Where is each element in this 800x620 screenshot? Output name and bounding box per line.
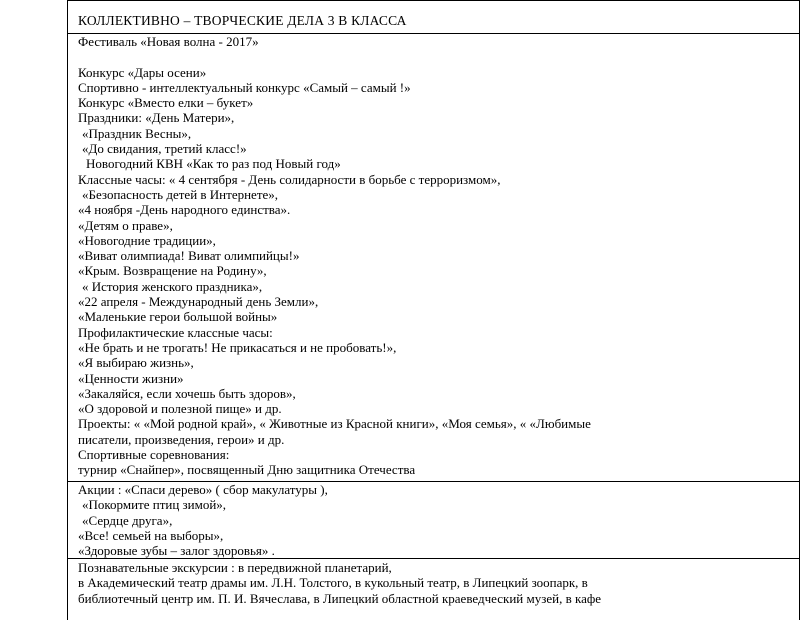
text-line: «Все! семьей на выборы», <box>78 527 224 543</box>
text-line: «Праздник Весны», <box>82 125 192 141</box>
text-line <box>78 49 792 64</box>
text-line: турнир «Снайпер», посвященный Дню защитника Отечества <box>78 462 416 478</box>
text-line: Новогодний КВН «Как то раз под Новый год» <box>86 156 341 172</box>
text-line: Конкурс «Вместо елки – букет» <box>78 95 254 111</box>
text-line: «Ценности жизни» <box>78 370 184 386</box>
text-line: «До свидания, третий класс!» <box>82 141 247 157</box>
text-line: Проекты: « «Мой родной край», « Животные из Красной книги», «Моя семья», « «Любимые <box>78 416 591 432</box>
text-line: Классные часы: « 4 сентября - День солидарности в борьбе с терроризмом», <box>78 171 501 187</box>
text-line: Праздники: «День Матери», <box>78 110 235 126</box>
section-actions <box>78 482 792 558</box>
document-heading: КОЛЛЕКТИВНО – ТВОРЧЕСКИЕ ДЕЛА 3 В КЛАССА <box>78 13 407 28</box>
text-line: «Виват олимпиада! Виват олимпийцы!» <box>78 248 300 264</box>
text-line: «Крым. Возвращение на Родину», <box>78 263 267 279</box>
text-line: библиотечный центр им. П. И. Вячеслава, в Липецкий областной краеведческий музей, в кафе <box>78 590 602 606</box>
table-top-border <box>67 0 800 1</box>
text-line: писатели, произведения, герои» и др. <box>78 431 285 447</box>
text-line: «Детям о праве», <box>78 217 173 233</box>
text-line: Конкурс «Дары осени» <box>78 64 207 80</box>
text-line: «Покормите птиц зимой», <box>82 497 227 513</box>
text-line: « История женского праздника», <box>82 278 263 294</box>
section-planned-events <box>78 34 792 478</box>
text-line: «Безопасность детей в Интернете», <box>82 186 279 202</box>
text-line: «4 ноября -День народного единства». <box>78 202 291 218</box>
text-line: «Маленькие герои большой войны» <box>78 309 278 325</box>
text-line: в Академический театр драмы им. Л.Н. Толстого, в кукольный театр, в Липецкий зоопарк, в <box>78 575 588 591</box>
table-row-divider <box>67 558 800 559</box>
section-excursions <box>78 560 792 606</box>
text-line: «О здоровой и полезной пище» и др. <box>78 401 282 417</box>
text-line: «22 апреля - Международный день Земли», <box>78 294 319 310</box>
text-line: «Я выбираю жизнь», <box>78 355 194 371</box>
text-line: «Новогодние традиции», <box>78 232 216 248</box>
text-line: «Сердце друга», <box>82 512 173 528</box>
text-line: Профилактические классные часы: <box>78 324 273 340</box>
text-line: Акции : «Спаси дерево» ( сбор макулатуры ), <box>78 482 328 497</box>
text-line: Спортивно - интеллектуальный конкурс «Самый – самый !» <box>78 79 411 95</box>
text-line: Познавательные экскурсии : в передвижной планетарий, <box>78 560 392 575</box>
text-line: «Закаляйся, если хочешь быть здоров», <box>78 385 296 401</box>
text-line: «Не брать и не трогать! Не прикасаться и не пробовать!», <box>78 339 397 355</box>
text-line: Спортивные соревнования: <box>78 447 230 463</box>
text-line: «Здоровые зубы – залог здоровья» . <box>78 543 275 559</box>
text-line: Фестиваль «Новая волна - 2017» <box>78 34 259 49</box>
